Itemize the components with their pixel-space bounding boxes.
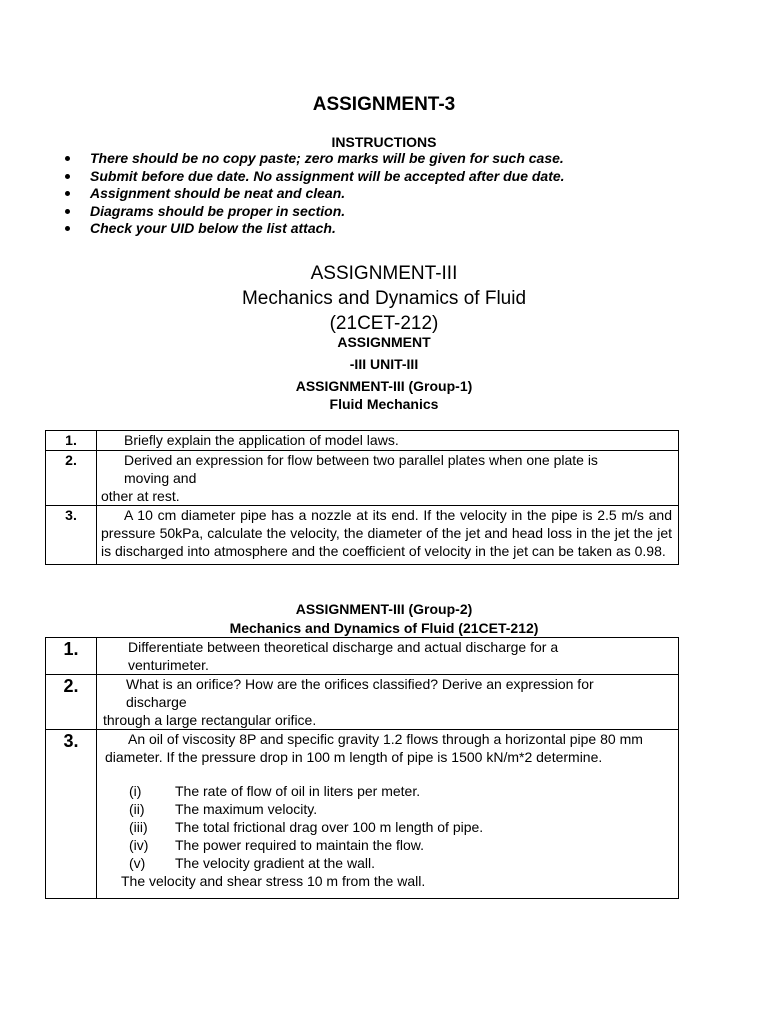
instruction-item: Assignment should be neat and clean. (62, 185, 565, 203)
question-number: 2. (46, 675, 97, 730)
subpart-text: The total frictional drag over 100 m length of pipe. (175, 819, 484, 835)
instruction-item: Diagrams should be proper in section. (62, 203, 565, 221)
question-number: 1. (46, 638, 97, 675)
question-line: Derived an expression for flow between two parallel plates when one plate is (124, 452, 598, 468)
instruction-item: There should be no copy paste; zero marks will be given for such case. (62, 150, 565, 168)
question-text (97, 638, 679, 675)
instruction-item: Check your UID below the list attach. (62, 220, 565, 238)
subpart-number: (v) (129, 855, 146, 871)
table-row (46, 675, 679, 730)
assignment-label: ASSIGNMENT (337, 334, 431, 350)
question-text (97, 675, 679, 730)
group-heading: ASSIGNMENT-III (Group-1) (295, 378, 473, 394)
subpart-item (129, 800, 672, 818)
topic-heading: Fluid Mechanics (329, 396, 439, 412)
instructions-heading: INSTRUCTIONS (331, 134, 437, 150)
instruction-item: Submit before due date. No assignment will be accepted after due date. (62, 168, 565, 186)
table-row (46, 451, 679, 506)
subpart-number: (ii) (129, 801, 145, 817)
question-text (97, 451, 679, 506)
question-number: 2. (46, 451, 97, 506)
question-text: Briefly explain the application of model laws. (97, 431, 679, 451)
subpart-text: The velocity gradient at the wall. (175, 855, 375, 871)
question-text (97, 730, 679, 899)
question-line: moving and (124, 470, 197, 486)
question-text: A 10 cm diameter pipe has a nozzle at its end. If the velocity in the pipe is 2.5 m/s and pressure 50kPa, calculate the velocity, the diameter of the jet and head loss in the jet the jet is discharged into atmosphere and the coefficient of velocity in the jet can be taken as 0.98. (97, 506, 679, 565)
subpart-number: (i) (129, 783, 142, 799)
subject-heading: Mechanics and Dynamics of Fluid (21CET-212) (229, 620, 539, 636)
course-code: (21CET-212) (329, 313, 439, 334)
group-heading: ASSIGNMENT-III (Group-2) (295, 601, 473, 617)
unit-label: -III UNIT-III (349, 356, 419, 372)
table-row (46, 730, 679, 899)
question-line: through a large rectangular orifice. (103, 712, 317, 728)
question-line: Differentiate between theoretical discharge and actual discharge for a (128, 639, 559, 655)
subpart-item (129, 782, 672, 800)
subpart-text: The maximum velocity. (175, 801, 318, 817)
subpart-text: The power required to maintain the flow. (175, 837, 425, 853)
subpart-number: (iv) (129, 837, 149, 853)
document-title: ASSIGNMENT-3 (312, 94, 456, 115)
question-table-group-2 (45, 637, 679, 899)
subparts-list (105, 782, 672, 872)
question-number: 1. (46, 431, 97, 451)
subpart-text: The rate of flow of oil in liters per meter. (175, 783, 421, 799)
table-row (46, 431, 679, 451)
question-number: 3. (46, 730, 97, 899)
table-row (46, 506, 679, 565)
question-line: venturimeter. (128, 657, 209, 673)
subject-title: Mechanics and Dynamics of Fluid (241, 288, 527, 309)
question-line: discharge (126, 694, 187, 710)
subpart-number: (iii) (129, 819, 148, 835)
question-table-group-1 (45, 430, 679, 565)
instructions-list (62, 150, 565, 238)
question-number: 3. (46, 506, 97, 565)
table-row (46, 638, 679, 675)
subpart-item (129, 836, 672, 854)
section-title: ASSIGNMENT-III (310, 263, 458, 284)
question-line: The velocity and shear stress 10 m from the wall. (121, 873, 426, 889)
subpart-item (129, 854, 672, 872)
subpart-item (129, 818, 672, 836)
question-line: An oil of viscosity 8P and specific gravity 1.2 flows through a horizontal pipe 80 mm diameter. If the pressure drop in 100 m length of pipe is 1500 kN/m*2 determine. (105, 731, 643, 765)
question-line: other at rest. (101, 488, 180, 504)
question-line: What is an orifice? How are the orifices classified? Derive an expression for (126, 676, 594, 692)
